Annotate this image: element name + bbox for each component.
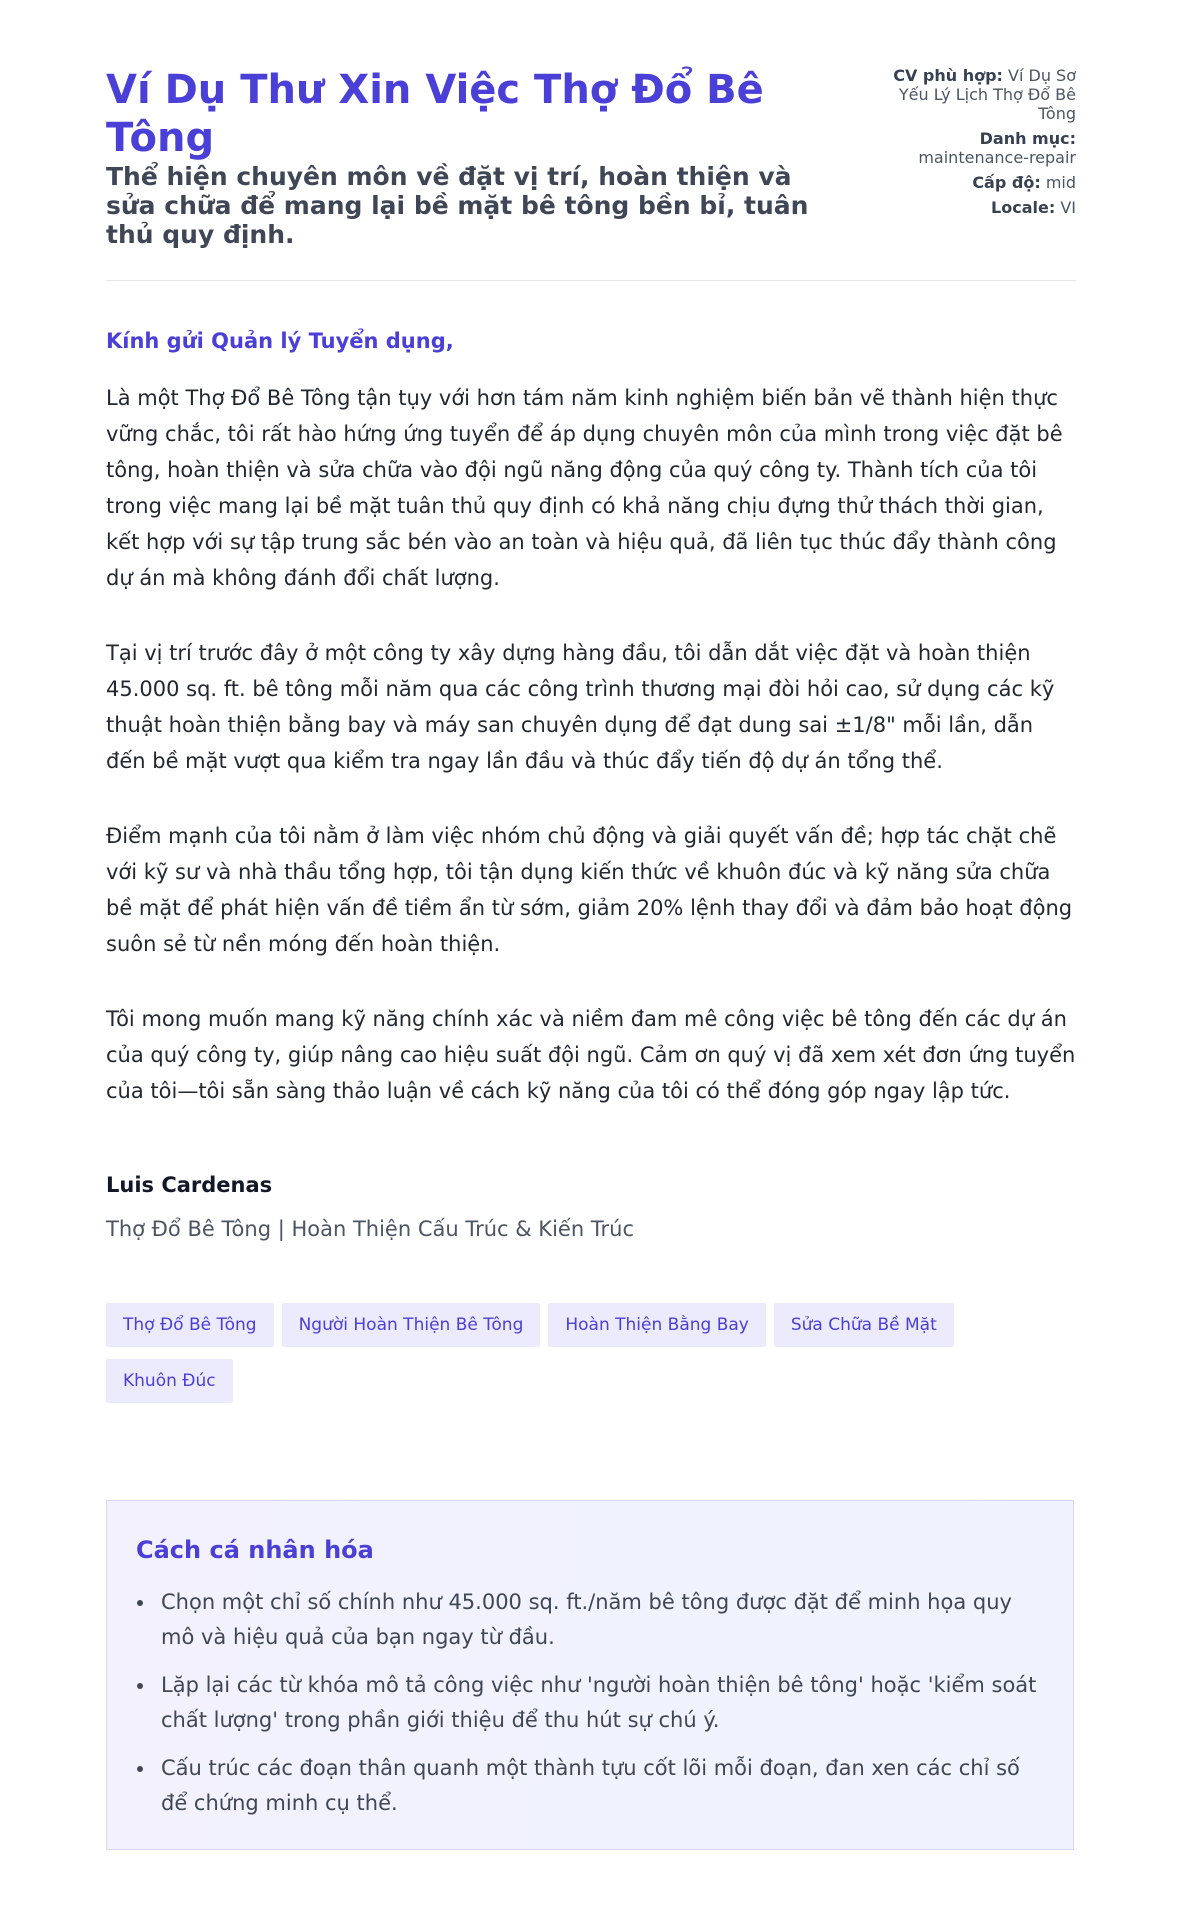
tip-item xyxy=(161,1585,1051,1655)
tip-item-text: Cấu trúc các đoạn thân quanh một thành tựu cốt lõi mỗi đoạn, đan xen các chỉ số để chứng minh cụ thể. xyxy=(161,1756,1020,1815)
meta-category-value: maintenance-repair xyxy=(918,148,1076,167)
tag-list xyxy=(106,1303,1006,1415)
bullet-icon xyxy=(137,1683,143,1689)
tip-item-text: Lặp lại các từ khóa mô tả công việc như 'người hoàn thiện bê tông' hoặc 'kiểm soát chất lượng' trong phần giới thiệu để thu hút sự chú ý. xyxy=(161,1673,1037,1732)
tag-trowel-finishing[interactable]: Hoàn Thiện Bằng Bay xyxy=(548,1303,766,1347)
meta-level-value: mid xyxy=(1045,173,1076,192)
signature-role: Thợ Đổ Bê Tông | Hoàn Thiện Cấu Trúc & Kiến Trúc xyxy=(106,1217,635,1241)
letter-paragraph-3: Điểm mạnh của tôi nằm ở làm việc nhóm chủ động và giải quyết vấn đề; hợp tác chặt chẽ với kỹ sư và nhà thầu tổng hợp, tôi tận dụng kiến thức về khuôn đúc và kỹ năng sửa chữa bề mặt để phát hiện vấn đề tiềm ẩn từ sớm, giảm 20% lệnh thay đổi và đảm bảo hoạt động suôn sẻ từ nền móng đến hoàn thiện. xyxy=(106,824,1073,956)
meta-locale-label: Locale: xyxy=(991,198,1056,217)
tips-title: Cách cá nhân hóa xyxy=(136,1536,374,1564)
personalization-tips-box xyxy=(106,1500,1074,1850)
meta-level xyxy=(871,173,1076,192)
bullet-icon xyxy=(137,1766,143,1772)
header-divider xyxy=(106,280,1076,281)
meta-cv xyxy=(871,66,1076,123)
meta-locale xyxy=(871,198,1076,217)
tip-item-text: Chọn một chỉ số chính như 45.000 sq. ft./năm bê tông được đặt để minh họa quy mô và hiệu quả của bạn ngay từ đầu. xyxy=(161,1590,1012,1649)
meta-cv-label: CV phù hợp: xyxy=(893,66,1003,85)
tip-item xyxy=(161,1668,1051,1738)
tag-formwork[interactable]: Khuôn Đúc xyxy=(106,1359,233,1403)
meta-locale-value: VI xyxy=(1060,198,1076,217)
tips-list xyxy=(161,1585,1051,1834)
bullet-icon xyxy=(137,1600,143,1606)
tag-surface-repair[interactable]: Sửa Chữa Bề Mặt xyxy=(774,1303,954,1347)
meta-level-label: Cấp độ: xyxy=(972,173,1041,192)
page-header xyxy=(106,66,1076,249)
meta-panel xyxy=(871,66,1076,223)
letter-greeting: Kính gửi Quản lý Tuyển dụng, xyxy=(106,329,454,353)
letter-paragraph-1: Là một Thợ Đổ Bê Tông tận tụy với hơn tám năm kinh nghiệm biến bản vẽ thành hiện thực vững chắc, tôi rất hào hứng ứng tuyển để áp dụng chuyên môn của mình trong việc đặt bê tông, hoàn thiện và sửa chữa vào đội ngũ năng động của quý công ty. Thành tích của tôi trong việc mang lại bề mặt tuân thủ quy định có khả năng chịu đựng thử thách thời gian, kết hợp với sự tập trung sắc bén vào an toàn và hiệu quả, đã liên tục thúc đẩy thành công dự án mà không đánh đổi chất lượng. xyxy=(106,386,1063,590)
letter-body xyxy=(106,326,1078,1148)
tip-item xyxy=(161,1751,1051,1821)
page-title: Ví Dụ Thư Xin Việc Thợ Đổ Bê Tông xyxy=(106,67,764,161)
tag-concrete-finisher[interactable]: Người Hoàn Thiện Bê Tông xyxy=(282,1303,541,1347)
meta-category xyxy=(871,129,1076,167)
signature-name: Luis Cardenas xyxy=(106,1173,273,1197)
page-subtitle: Thể hiện chuyên môn về đặt vị trí, hoàn thiện và sửa chữa để mang lại bề mặt bê tông bền bỉ, tuân thủ quy định. xyxy=(106,162,809,249)
letter-paragraph-2: Tại vị trí trước đây ở một công ty xây dựng hàng đầu, tôi dẫn dắt việc đặt và hoàn thiện 45.000 sq. ft. bê tông mỗi năm qua các công trình thương mại đòi hỏi cao, sử dụng các kỹ thuật hoàn thiện bằng bay và máy san chuyên dụng để đạt dung sai ±1/8" mỗi lần, dẫn đến bề mặt vượt qua kiểm tra ngay lần đầu và thúc đẩy tiến độ dự án tổng thể. xyxy=(106,641,1055,773)
meta-cv-value[interactable]: Ví Dụ Sơ Yếu Lý Lịch Thợ Đổ Bê Tông xyxy=(898,66,1076,123)
letter-paragraph-4: Tôi mong muốn mang kỹ năng chính xác và niềm đam mê công việc bê tông đến các dự án của quý công ty, giúp nâng cao hiệu suất đội ngũ. Cảm ơn quý vị đã xem xét đơn ứng tuyển của tôi—tôi sẵn sàng thảo luận về cách kỹ năng của tôi có thể đóng góp ngay lập tức. xyxy=(106,1007,1076,1103)
tag-concrete-worker[interactable]: Thợ Đổ Bê Tông xyxy=(106,1303,274,1347)
meta-category-label: Danh mục: xyxy=(979,129,1076,148)
